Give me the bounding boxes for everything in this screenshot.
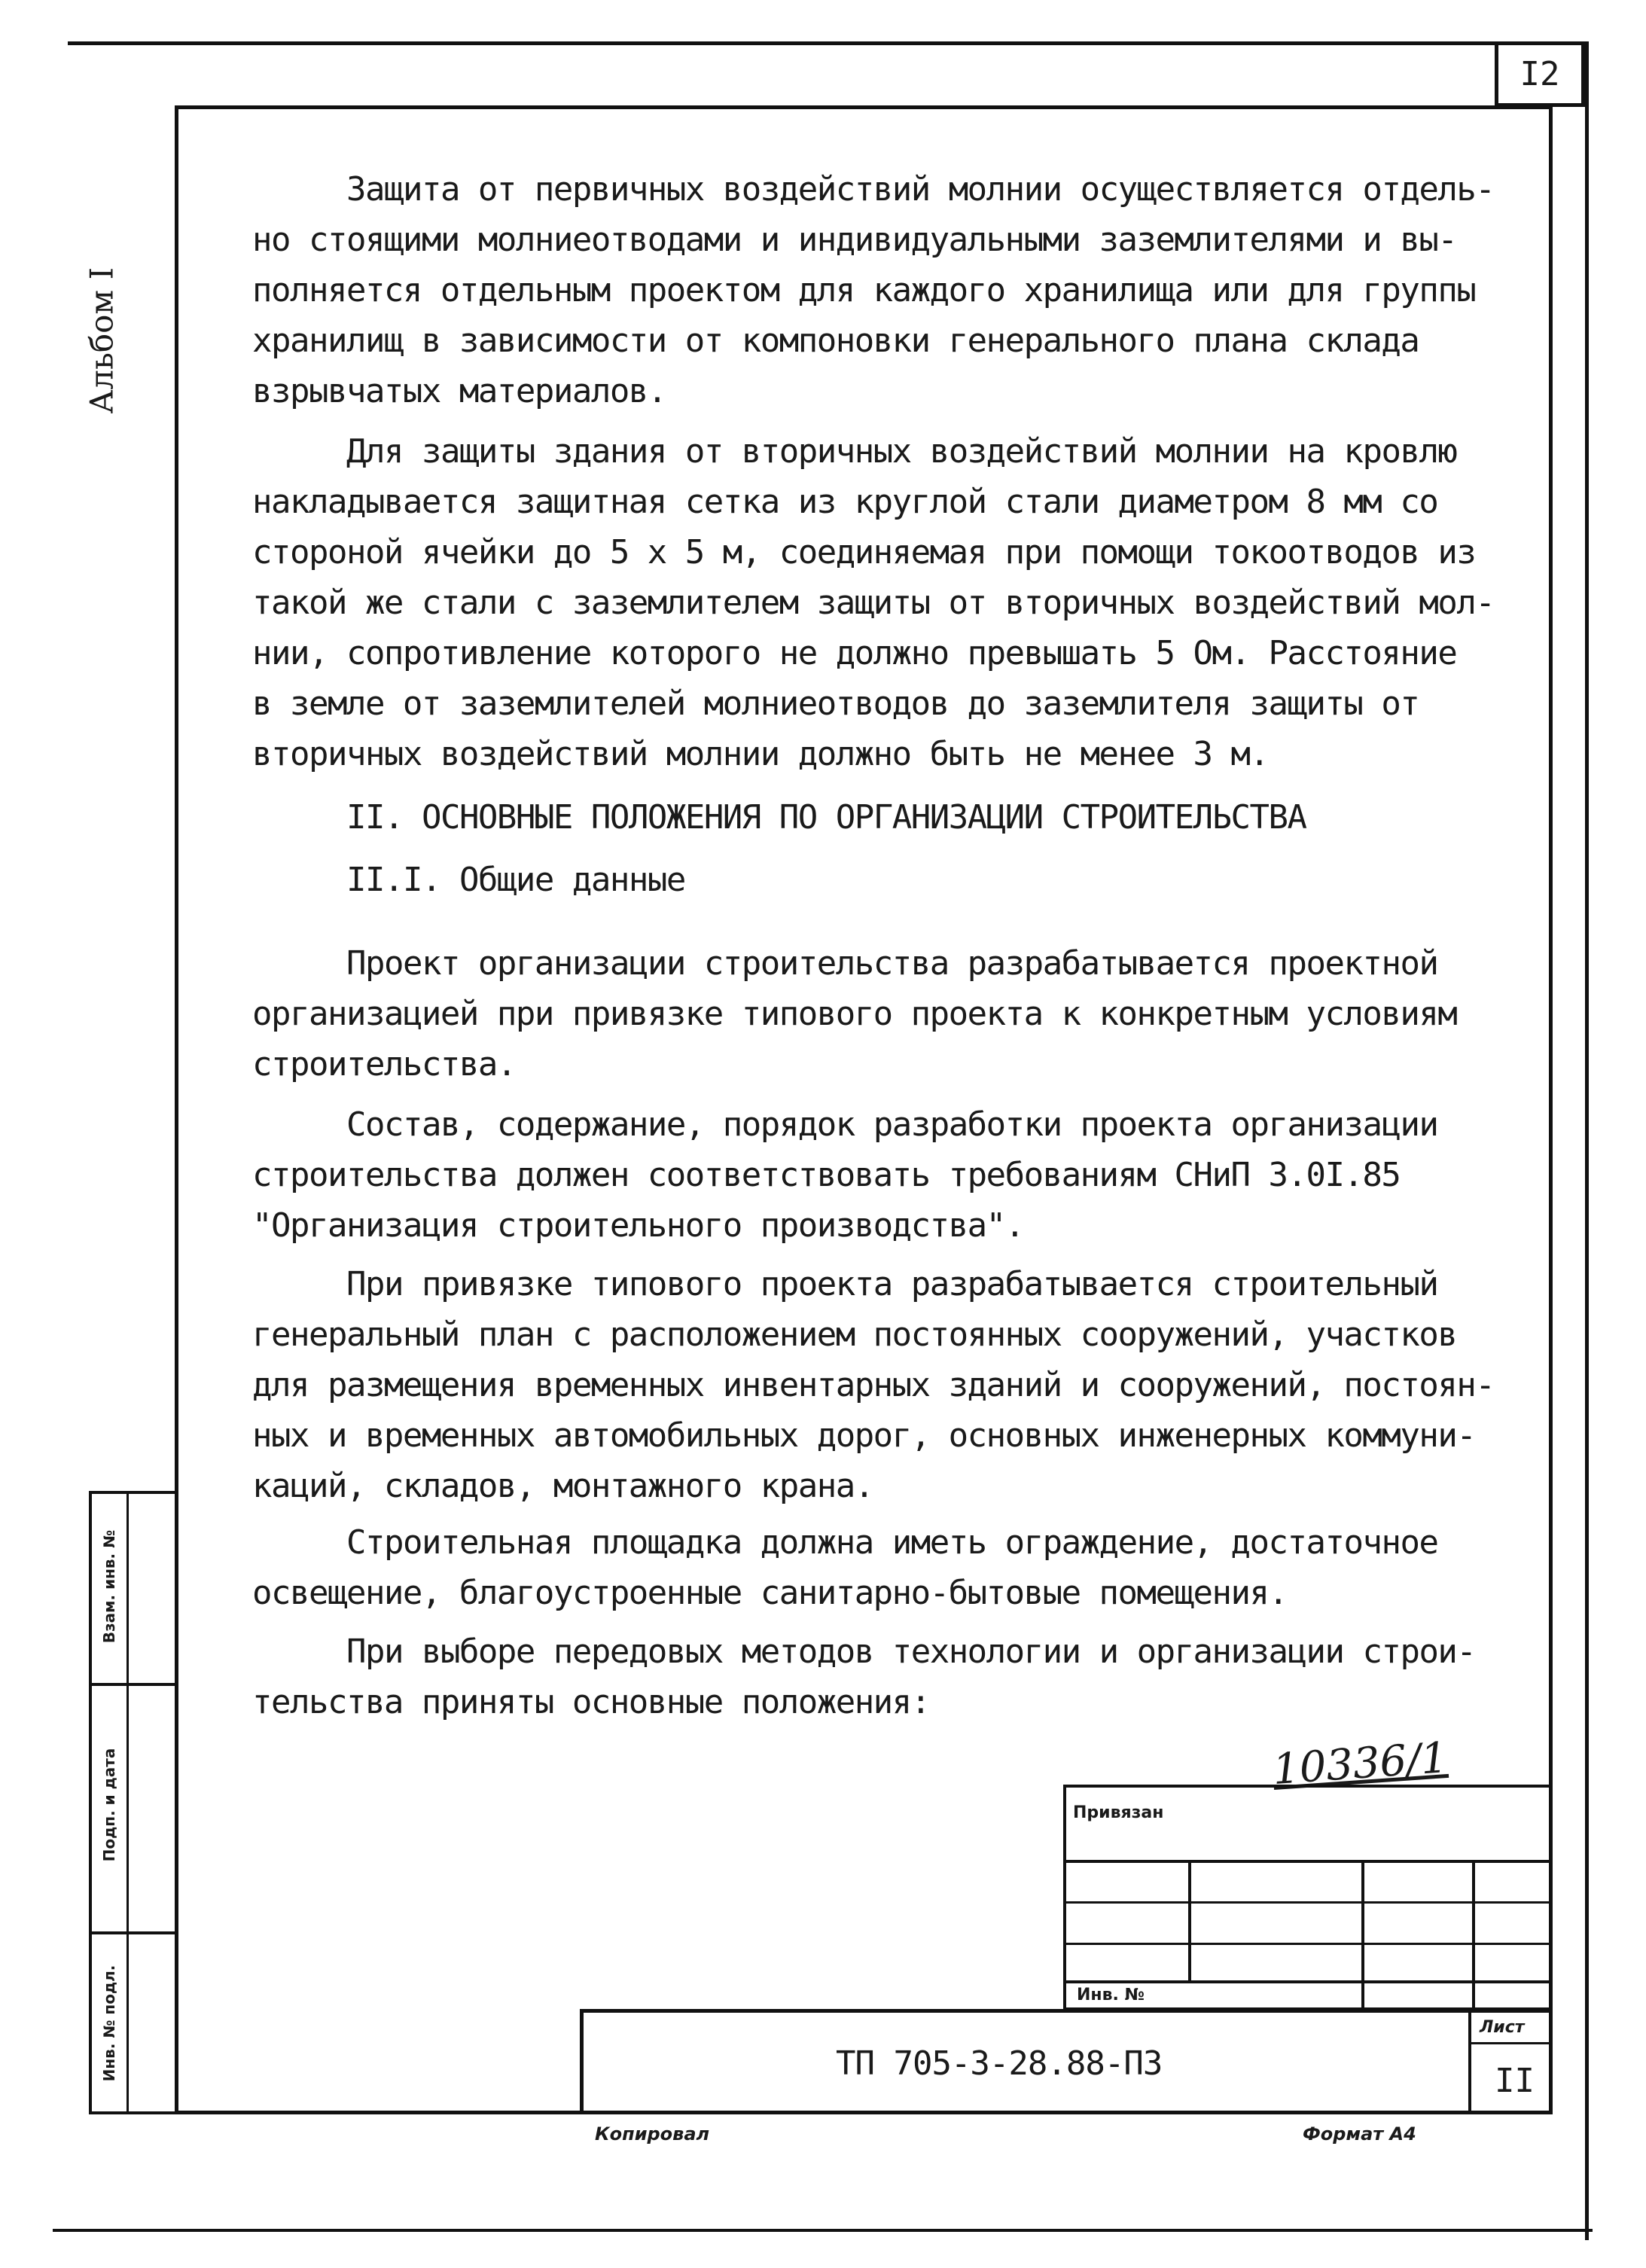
paragraph-general-plan: При привязке типового проекта разрабатывается строительный генеральный план с расположением постоянных сооружений, участков для размещения временных инвентарных зданий и сооружений, постоян- ных и временных автомобильных дорог, основных инженерных коммуни- каций, складов, монтажного крана.: [252, 1265, 1495, 1505]
top-border-line: [68, 41, 1589, 45]
sheet-label: Лист: [1480, 2018, 1525, 2037]
paragraph-lightning-primary: Защита от первичных воздействий молнии осуществляется отдель- но стоящими молниеотводами и индивидуальными заземлителями и вы- полняется отдельным проектом для каждого хранилища или для группы хранилищ в зависимости от компоновки генерального плана склада взрывчатых материалов.: [252, 170, 1495, 410]
inv-number-label: Инв. №: [1077, 1986, 1145, 2004]
document-code: ТП 705-3-28.88-ПЗ: [836, 2044, 1163, 2083]
right-border-line: [1585, 41, 1589, 2240]
album-title: Альбом I: [83, 267, 120, 414]
section-heading: II. ОСНОВНЫЕ ПОЛОЖЕНИЯ ПО ОРГАНИЗАЦИИ СТРОИТЕЛЬСТВА: [346, 798, 1306, 837]
vzam-inv-label: Взам. инв. №: [100, 1529, 118, 1644]
left-strip-divider-1: [89, 1683, 178, 1686]
handwritten-number: 10336/1: [1271, 1733, 1449, 1795]
page-number-box: [1495, 45, 1585, 107]
paragraph-composition: Состав, содержание, порядок разработки проекта организации строительства должен соответствовать требованиям СНиП 3.0I.85 "Организация строительного производства".: [252, 1105, 1438, 1245]
left-strip-divider-vertical: [126, 1491, 129, 2114]
paragraph-construction-site: Строительная площадка должна иметь ограждение, достаточное освещение, благоустроенные санитарно-бытовые помещения.: [252, 1523, 1438, 1612]
copied-by-label: Копировал: [595, 2123, 710, 2145]
stamp-row-4: [1063, 1980, 1553, 1983]
inv-podl-label: Инв. № подл.: [100, 1965, 118, 2082]
stamp-row-2: [1063, 1901, 1553, 1904]
privyazan-label: Привязан: [1073, 1803, 1164, 1822]
title-block-divider: [1468, 2009, 1471, 2114]
sheet-label-divider: [1468, 2042, 1553, 2044]
bottom-cut-line: [53, 2229, 1593, 2232]
stamp-col-3: [1472, 1860, 1475, 2010]
format-label: Формат А4: [1303, 2123, 1416, 2145]
stamp-col-2: [1361, 1860, 1364, 2010]
subsection-heading: II.I. Общие данные: [346, 861, 685, 899]
stamp-col-1: [1188, 1860, 1191, 1980]
page-number: I2: [1520, 55, 1560, 93]
paragraph-advanced-methods: При выборе передовых методов технологии и организации строи- тельства приняты основные положения:: [252, 1632, 1476, 1721]
sheet-number: II: [1495, 2062, 1535, 2100]
stamp-row-1: [1063, 1860, 1553, 1863]
paragraph-project-organization: Проект организации строительства разрабатывается проектной организацией при привязке типового проекта к конкретным условиям строительства.: [252, 944, 1457, 1084]
paragraph-lightning-secondary: Для защиты здания от вторичных воздействий молнии на кровлю накладывается защитная сетка из круглой стали диаметром 8 мм со стороной ячейки до 5 х 5 м, соединяемая при помощи токоотводов из такой же стали с заземлителем защиты от вторичных воздействий мол- нии, сопротивление которого не должно превышать 5 Ом. Расстояние в земле от заземлителей молниеотводов до заземлителя защиты от вторичных воздействий молнии должно быть не менее 3 м.: [252, 432, 1495, 773]
podp-data-label: Подп. и дата: [100, 1748, 118, 1862]
stamp-row-3: [1063, 1943, 1553, 1945]
